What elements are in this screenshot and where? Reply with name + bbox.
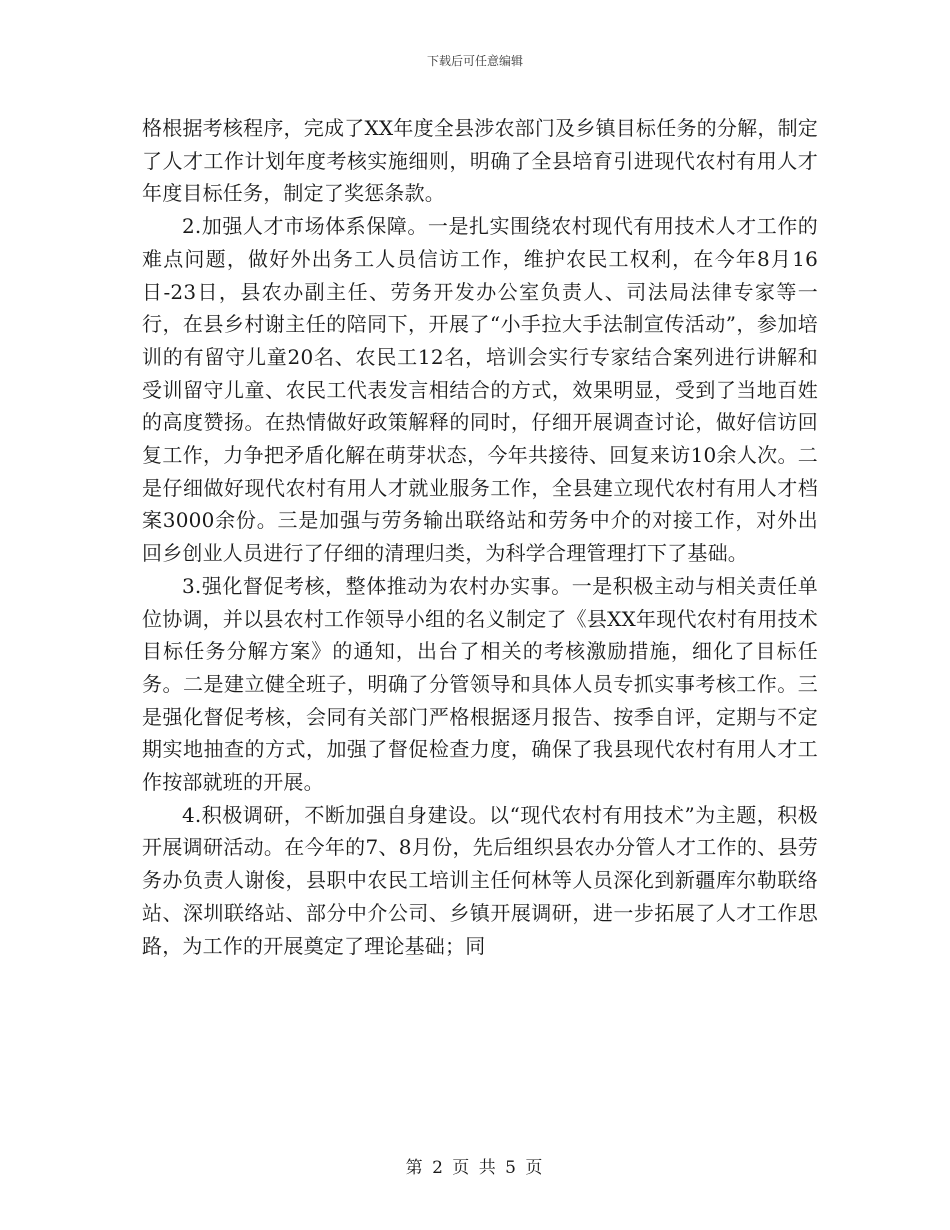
paragraph-research: 4.积极调研，不断加强自身建设。以“现代农村有用技术”为主题，积极开展调研活动。在今年的7、8月份，先后组织县农办分管人才工作的、县劳务办负责人谢俊，县职中农民工培训主任何林等人员深化到新疆库尔勒联络站、深圳联络站、部分中介公司、乡镇开展调研，进一步拓展了人才工作思路，为工作的开展奠定了理论基础；同 <box>142 802 818 958</box>
document-body <box>142 112 818 962</box>
paragraph-supervision: 3.强化督促考核，整体推动为农村办实事。一是积极主动与相关责任单位协调，并以县农村工作领导小组的名义制定了《县XX年现代农村有用技术目标任务分解方案》的通知，出台了相关的考核激励措施，细化了目标任务。二是建立健全班子，明确了分管领导和具体人员专抓实事考核工作。三是强化督促考核，会同有关部门严格根据逐月报告、按季自评，定期与不定期实地抽查的方式，加强了督促检查力度，确保了我县现代农村有用人才工作按部就班的开展。 <box>142 573 818 795</box>
page-number-footer: 第 2 页 共 5 页 <box>405 1158 545 1178</box>
paragraph-talent-market: 2.加强人才市场体系保障。一是扎实围绕农村现代有用技术人才工作的难点问题，做好外出务工人员信访工作，维护农民工权利，在今年8月16日-23日，县农办副主任、劳务开发办公室负责人、司法局法律专家等一行，在县乡村谢主任的陪同下，开展了“小手拉大手法制宣传活动”，参加培训的有留守儿童20名、农民工12名，培训会实行专家结合案列进行讲解和受训留守儿童、农民工代表发言相结合的方式，效果明显，受到了当地百姓的高度赞扬。在热情做好政策解释的同时，仔细开展调查讨论，做好信访回复工作，力争把矛盾化解在萌芽状态，今年共接待、回复来访10余人次。二是仔细做好现代农村有用人才就业服务工作，全县建立现代农村有用人才档案3000余份。三是加强与劳务输出联络站和劳务中介的对接工作，对外出回乡创业人员进行了仔细的清理归类，为科学合理管理打下了基础。 <box>142 214 818 566</box>
page-header: 下载后可任意编辑 <box>426 54 523 68</box>
paragraph-continuation: 格根据考核程序，完成了XX年度全县涉农部门及乡镇目标任务的分解，制定了人才工作计划年度考核实施细则，明确了全县培育引进现代农村有用人才年度目标任务，制定了奖惩条款。 <box>142 116 818 206</box>
